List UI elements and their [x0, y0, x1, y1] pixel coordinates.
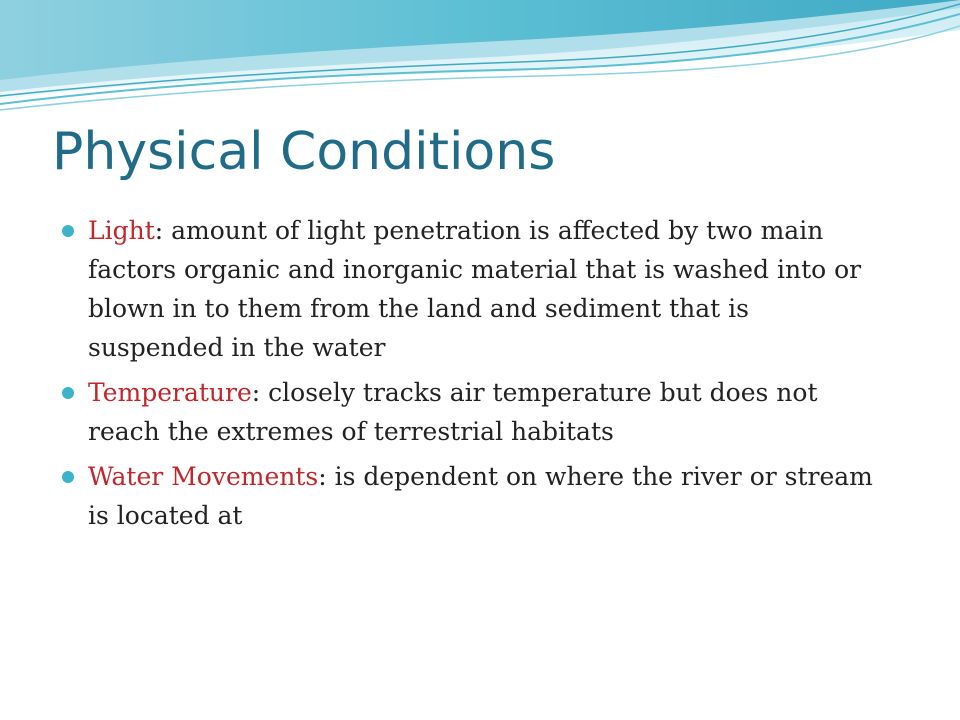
slide-title: Physical Conditions	[52, 122, 556, 182]
bullet-item-temperature	[60, 373, 890, 451]
bullet-term: Temperature	[88, 378, 252, 407]
bullet-term: Water Movements	[88, 462, 319, 491]
bullet-term: Light	[88, 216, 155, 245]
bullet-text: : closely tracks air temperature but does not reach the extremes of terrestrial habitats	[88, 378, 818, 446]
bullet-text: : is dependent on where the river or stream is located at	[88, 462, 873, 530]
bullet-dot-icon	[62, 471, 74, 483]
bullet-text: : amount of light penetration is affected by two main factors organic and inorganic material that is washed into or blown in to them from the land and sediment that is suspended in the water	[88, 216, 862, 362]
bullet-list	[60, 211, 890, 541]
bullet-dot-icon	[62, 387, 74, 399]
bullet-dot-icon	[62, 225, 74, 237]
wave-header-decoration	[0, 0, 960, 120]
bullet-item-water-movements	[60, 457, 890, 535]
bullet-item-light	[60, 211, 890, 367]
